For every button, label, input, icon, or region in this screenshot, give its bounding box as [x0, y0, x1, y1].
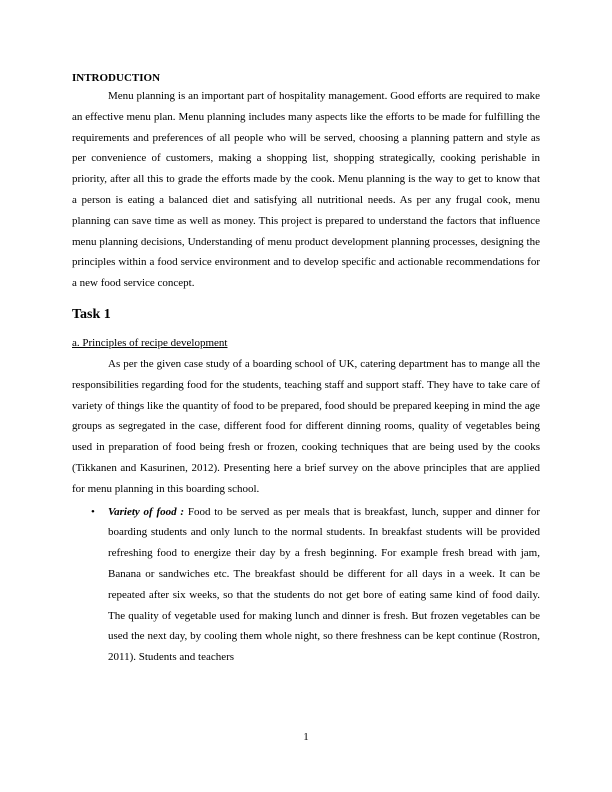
list-item	[72, 502, 540, 668]
bullet-term: Variety of food :	[108, 505, 185, 518]
task-1-heading: Task 1	[72, 306, 111, 322]
introduction-paragraph: Menu planning is an important part of hospitality management. Good efforts are required to make an effective menu plan. Menu planning includes many aspects like the efforts to be made for fulfilling the requirements and preferences of all people who will be served, choosing a planning pattern and style as per convenience of customers, making a shopping list, shopping strategically, cooking perishable in priority, after all this to grade the efforts made by the cook. Menu planning is the way to get to know that a person is eating a balanced diet and satisfying all nutritional needs. As per any frugal cook, menu planning can save time as well as money. This project is prepared to understand the factors that influence menu planning decisions, Understanding of menu product development planning processes, designing the principles within a food service environment and to develop specific and actionable recommendations for a new food service concept.	[72, 90, 540, 290]
bullet-text	[108, 502, 540, 668]
bullet-icon: •	[91, 505, 95, 518]
bullet-body: Food to be served as per meals that is breakfast, lunch, supper and dinner for boarding students and only lunch to the normal students. In breakfast students will be provided refreshing food to energize their day by a fresh beginning. For example fresh bread with jam, Banana or sandwiches etc. The breakfast should be different for all days in a week. It can be repeated after six weeks, so that the students do not get bore of eating same kind of food daily. The quality of vegetable used for making lunch and dinner is fresh. But frozen vegetables can be used the next day, by cooling them whole night, so there freshness can be kept continue (Rostron, 2011). Students and teachers	[108, 505, 540, 664]
page-content	[72, 70, 540, 668]
principles-bullet-list	[72, 502, 540, 668]
page-number: 1	[303, 731, 309, 743]
introduction-heading: INTRODUCTION	[72, 72, 161, 84]
recipe-development-subheading: a. Principles of recipe development	[72, 336, 228, 349]
case-study-paragraph: As per the given case study of a boarding school of UK, catering department has to mange all the responsibilities regarding food for the students, teaching staff and support staff. They have to take care of variety of things like the quantity of food to be prepared, food should be prepared keeping in mind the age groups as segregated in the case, different food for different dinning rooms, quality of vegetables being used in preparation of food being fresh or frozen, cooking techniques that are being used by the cooks (Tikkanen and Kasurinen, 2012). Presenting here a brief survey on the above principles that are applied for menu planning in this boarding school.	[72, 357, 540, 495]
